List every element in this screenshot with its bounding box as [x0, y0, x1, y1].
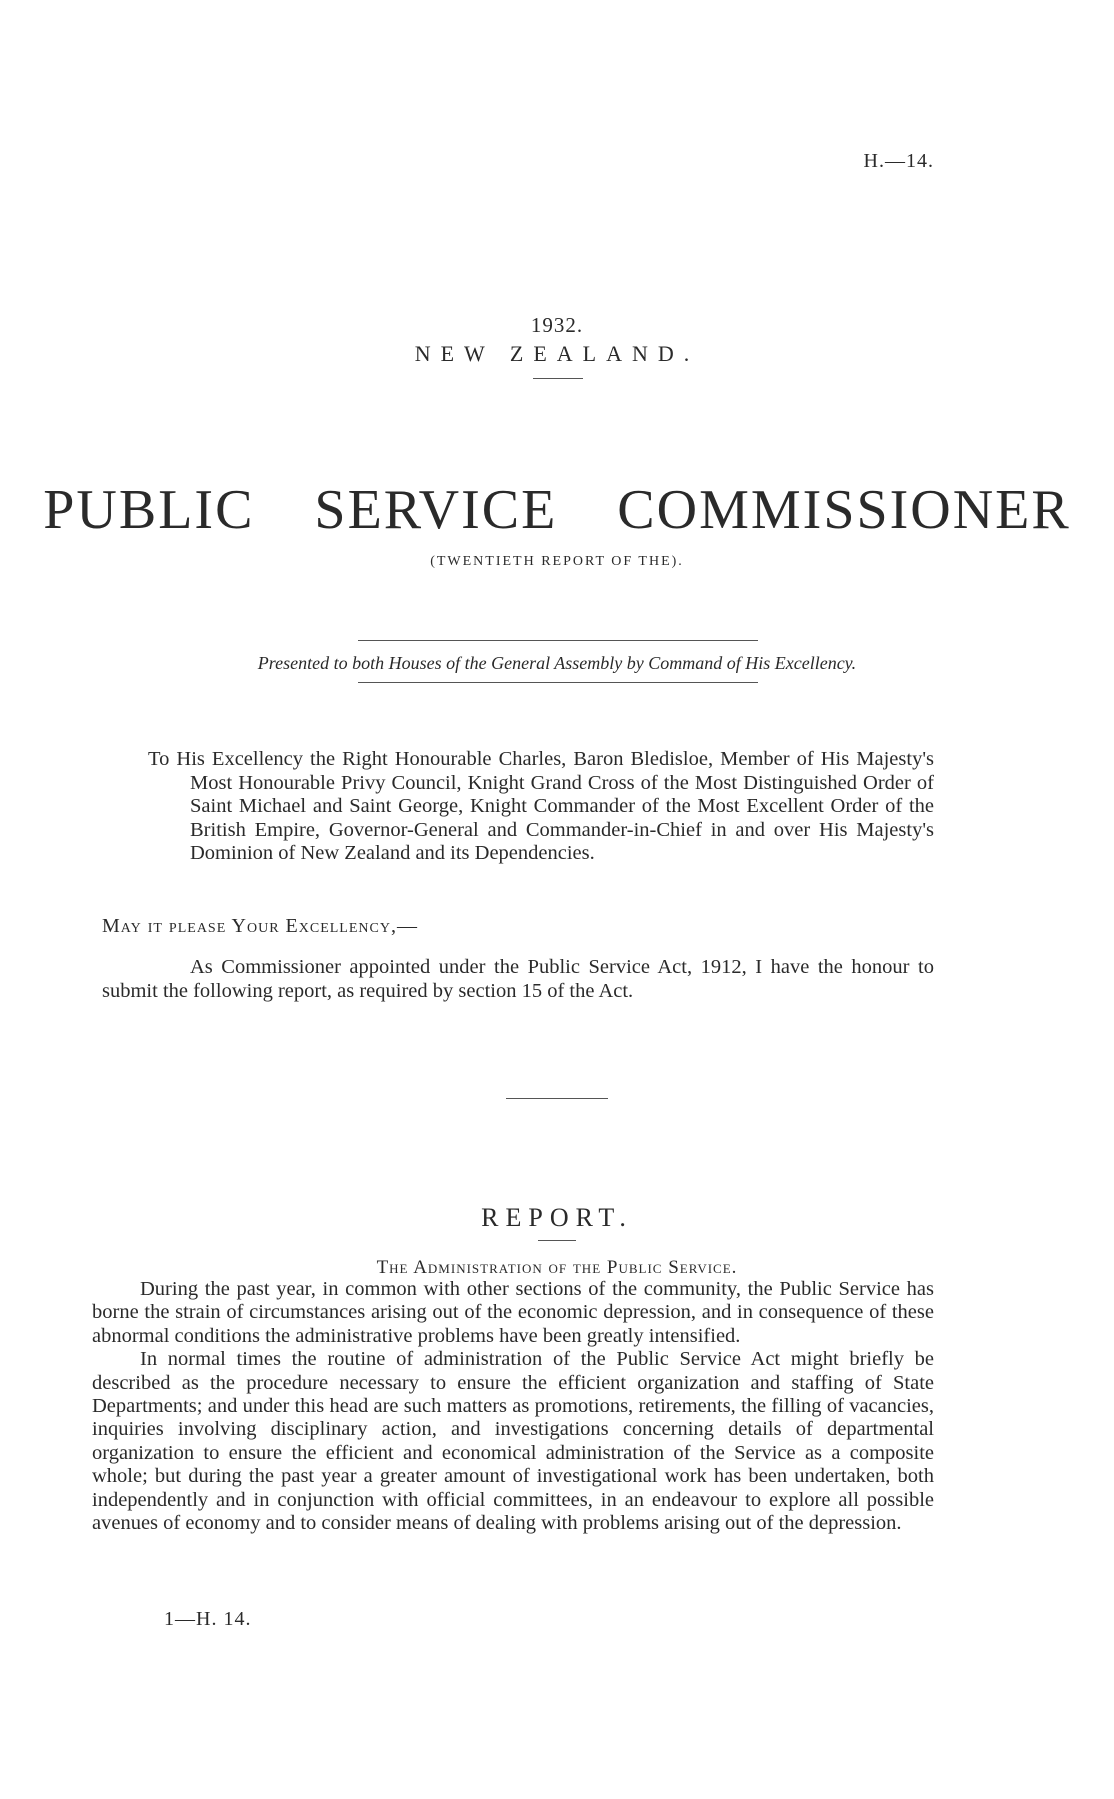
- document-subtitle: (TWENTIETH REPORT OF THE).: [430, 554, 684, 569]
- divider-top: [358, 640, 758, 641]
- document-title: PUBLIC SERVICE COMMISSIONER: [43, 479, 1071, 541]
- presented-line: Presented to both Houses of the General Assembly by Command of His Excellency.: [257, 653, 857, 673]
- salutation: [102, 915, 418, 938]
- divider-section: [506, 1098, 608, 1099]
- divider-bottom: [358, 682, 758, 683]
- report-body: [92, 1278, 934, 1535]
- address-block: [148, 748, 934, 866]
- paragraph-1: During the past year, in common with other sections of the community, the Public Service has borne the strain of circumstances arising out of the economic depression, and in consequence of these abnormal conditions the administrative problems have been greatly intensified.: [92, 1278, 934, 1347]
- paragraph-2: In normal times the routine of administration of the Public Service Act might briefly be described as the procedure necessary to ensure the efficient organization and staffing of State Departments; and under this head are such matters as promotions, retirements, the filling of vacancies, inquiries involving disciplinary action, and investigations concerning details of departmental organization to ensure the efficient and economical administration of the Service as a composite whole; but during the past year a greater amount of investigational work has been undertaken, both independently and in conjunction with official committees, in an endeavour to explore all possible avenues of economy and to consider means of dealing with problems arising out of the depression.: [92, 1348, 934, 1535]
- section-heading: The Administration of the Public Service.: [376, 1257, 738, 1278]
- divider-short: [533, 378, 583, 379]
- report-heading: REPORT.: [481, 1203, 633, 1232]
- page-reference: 1—H. 14.: [164, 1608, 252, 1630]
- country-name: NEW ZEALAND.: [414, 341, 700, 366]
- opening-paragraph: [102, 955, 934, 1003]
- divider-report: [538, 1240, 576, 1241]
- address-text: To His Excellency the Right Honourable Charles, Baron Bledisloe, Member of His Majesty's Most Honourable Privy Council, Knight Grand Cross of the Most Distinguished Order of Saint Michael and Saint George, Knight Commander of the Most Excellent Order of the British Empire, Governor-General and Commander-in-Chief in and over His Majesty's Dominion of New Zealand and its Dependencies.: [148, 748, 934, 864]
- opening-text: As Commissioner appointed under the Public Service Act, 1912, I have the honour to submit the following report, as required by section 15 of the Act.: [102, 956, 934, 1002]
- year: 1932.: [530, 313, 584, 337]
- document-reference: H.—14.: [863, 150, 934, 172]
- salutation-text: May it please Your Excellency,—: [102, 915, 418, 937]
